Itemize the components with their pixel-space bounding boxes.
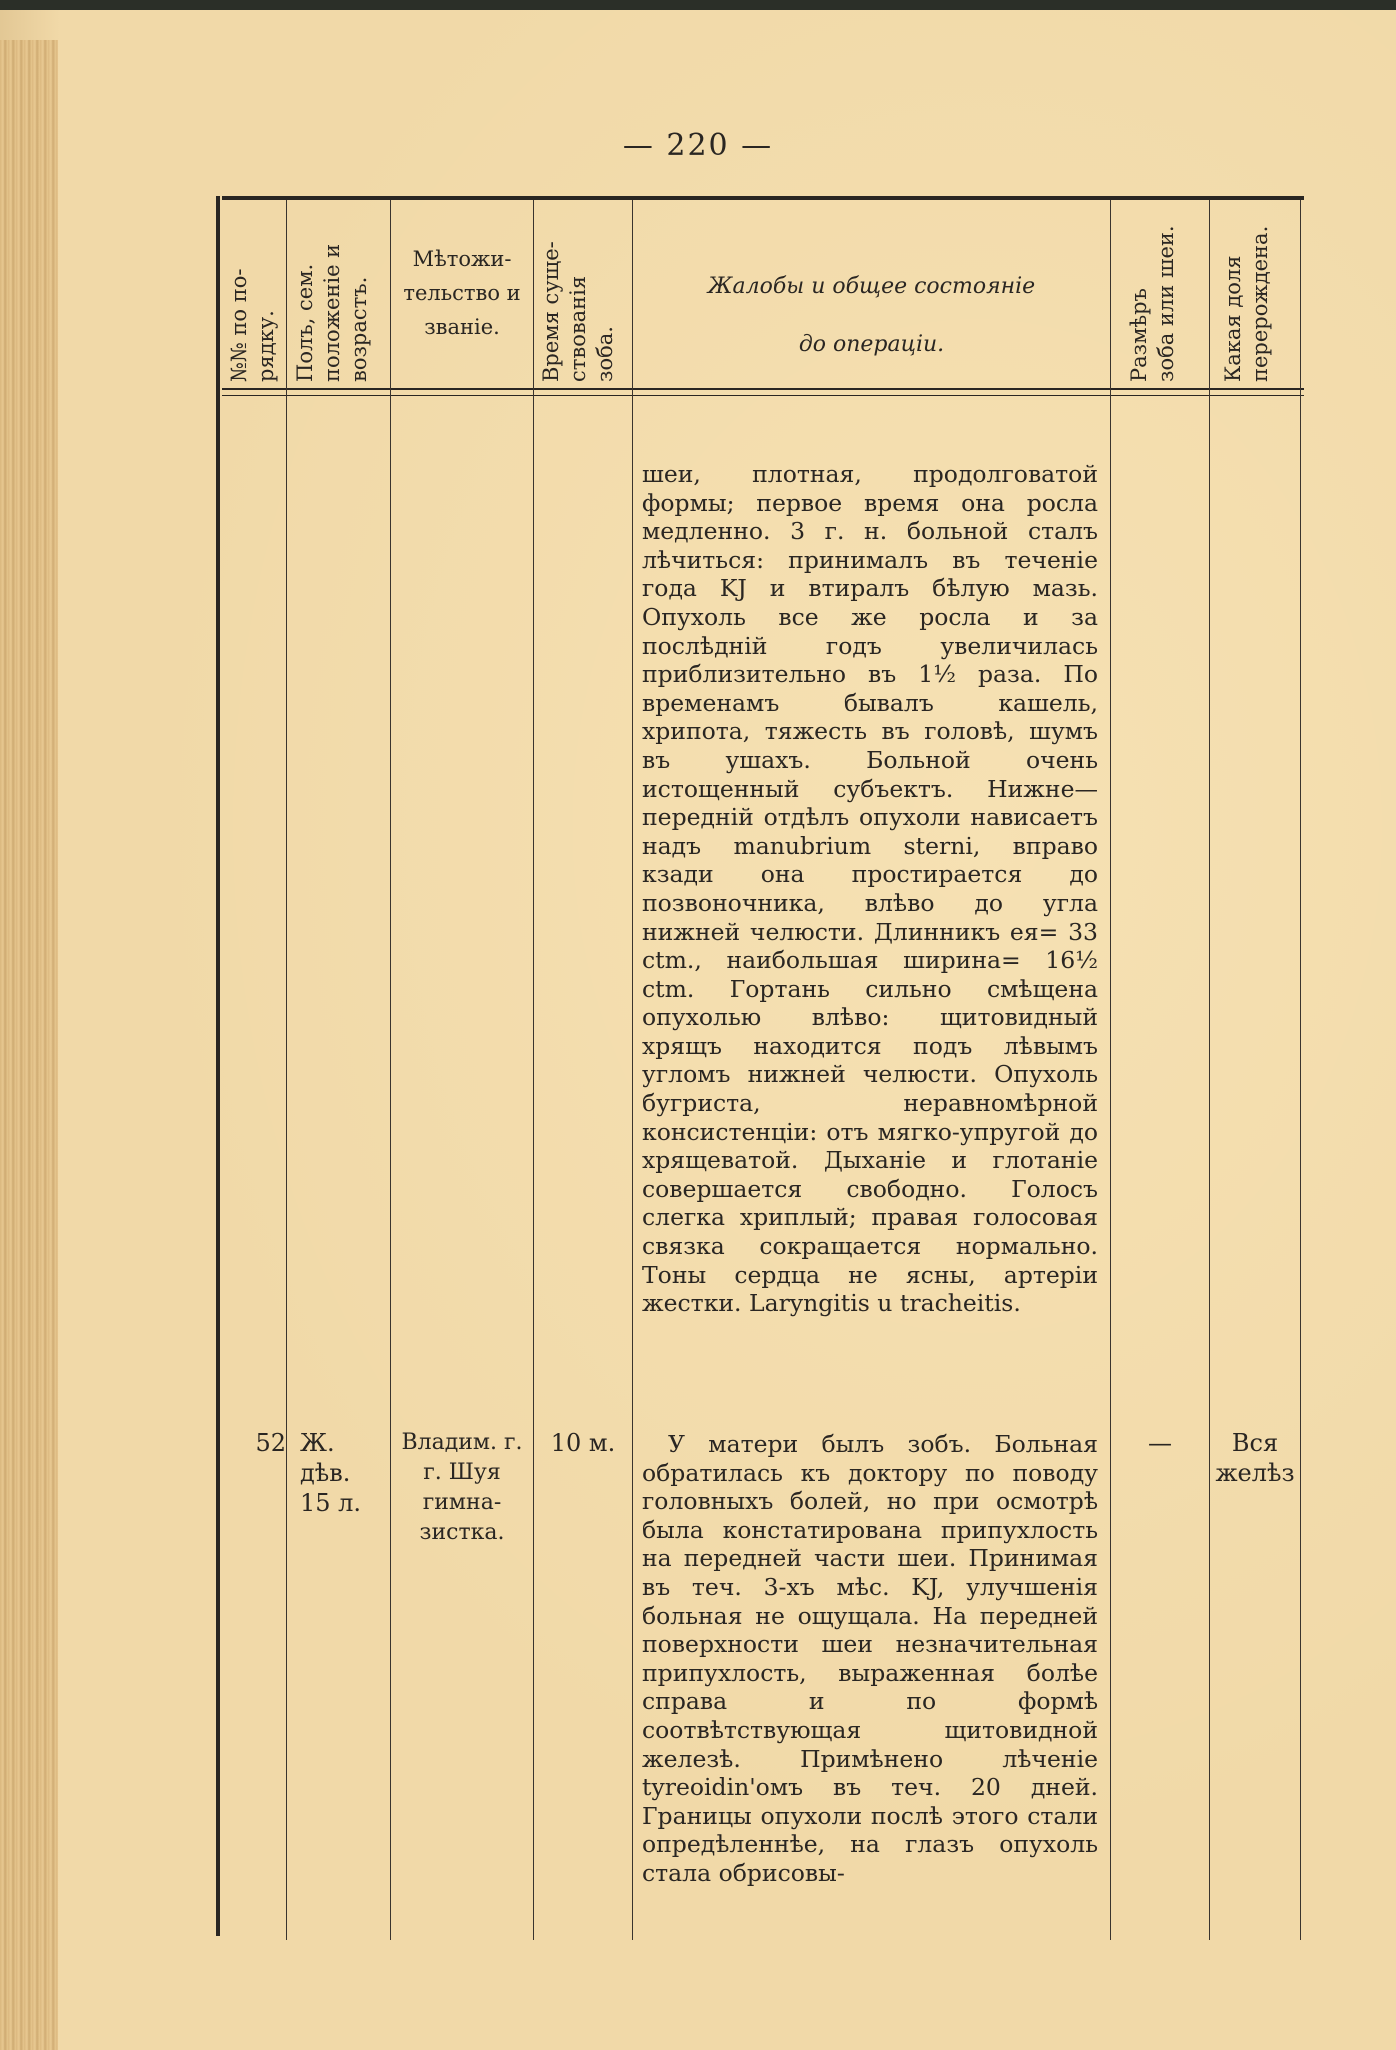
entry-number: 52 [255,1429,286,1457]
header-duration: Время суще- ствованія зоба. [539,241,617,382]
table-left-border [216,196,220,1936]
book-page [0,10,1396,2050]
header-bottom-rule [222,388,1304,390]
header-sex-status-age: Полъ, сем. положеніе и возрастъ. [293,243,371,382]
entry-portion: Вся желѣз [1215,1429,1295,1487]
column-divider-2 [390,200,391,1940]
header-size: Размѣръ зоба или шеи. [1127,225,1178,382]
header-number: №№ по по- рядку. [227,268,278,382]
page-number: — 220 — [622,128,774,163]
table-top-rule [222,196,1304,200]
column-divider-7 [1300,200,1301,1940]
entry-size: — [1148,1429,1172,1457]
entry-duration: 10 м. [550,1429,616,1457]
header-portion: Какая доля перерождена. [1221,225,1272,382]
header-bottom-rule-2 [222,395,1304,396]
column-divider-6 [1209,200,1210,1940]
page-edge-decoration [0,40,58,2050]
entry-complaints: У матери былъ зобъ. Больная обратилась къ доктору по поводу головныхъ болей, но при осмотрѣ была констатирована припухлость на передней части шеи. Принимая въ теч. 3-хъ мѣс. KJ, улучшенія больная не ощущала. На передней поверхности шеи незначительная припухлость, выраженная болѣе справа и по формѣ соотвѣтствующая щитовидной железѣ. Примѣнено лѣченіе tyreoidin'омъ въ теч. 20 дней. Границы опухоли послѣ этого стали опредѣленнѣе, на глазъ опухоль стала обрисовы- [642,1430,1098,1887]
entry-sex-status-age: Ж. дѣв. 15 л. [300,1429,362,1517]
header-residence: Мѣтожи- тельство и званіе. [403,247,521,339]
column-divider-4 [632,200,633,1940]
continued-case-text: шеи, плотная, продолговатой формы; первое время она росла медленно. 3 г. н. больной сталъ лѣчиться: принималъ въ теченіе года KJ и втиралъ бѣлую мазь. Опухоль все же росла и за послѣдній годъ увеличилась приблизительно въ 1½ раза. По временамъ бывалъ кашель, хрипота, тяжесть въ головѣ, шумъ въ ушахъ. Больной очень истощенный субъектъ. Нижне—передній отдѣлъ опухоли нависаетъ надъ manubrium sterni, вправо кзади она простирается до позвоночника, влѣво до угла нижней челюсти. Длинникъ ея= 33 ctm., наибольшая ширина= 16½ ctm. Гортань сильно смѣщена опухолью влѣво: щитовидный хрящъ находится подъ лѣвымъ угломъ нижней челюсти. Опухоль бугриста, неравномѣрной консистенціи: отъ мягко-упругой до хрящеватой. Дыханіе и глотаніе совершается свободно. Голосъ слегка хриплый; правая голосовая связка сокращается нормально. Тоны сердца не ясны, артеріи жестки. Laryngitis u tracheitis. [642,460,1098,1318]
header-complaints: Жалобы и общее состояніе до операціи. [707,274,1036,357]
column-divider-3 [533,200,534,1940]
column-divider-5 [1110,200,1111,1940]
column-divider-1 [286,200,287,1940]
entry-residence: Владим. г. г. Шуя гимна- зистка. [401,1430,523,1545]
